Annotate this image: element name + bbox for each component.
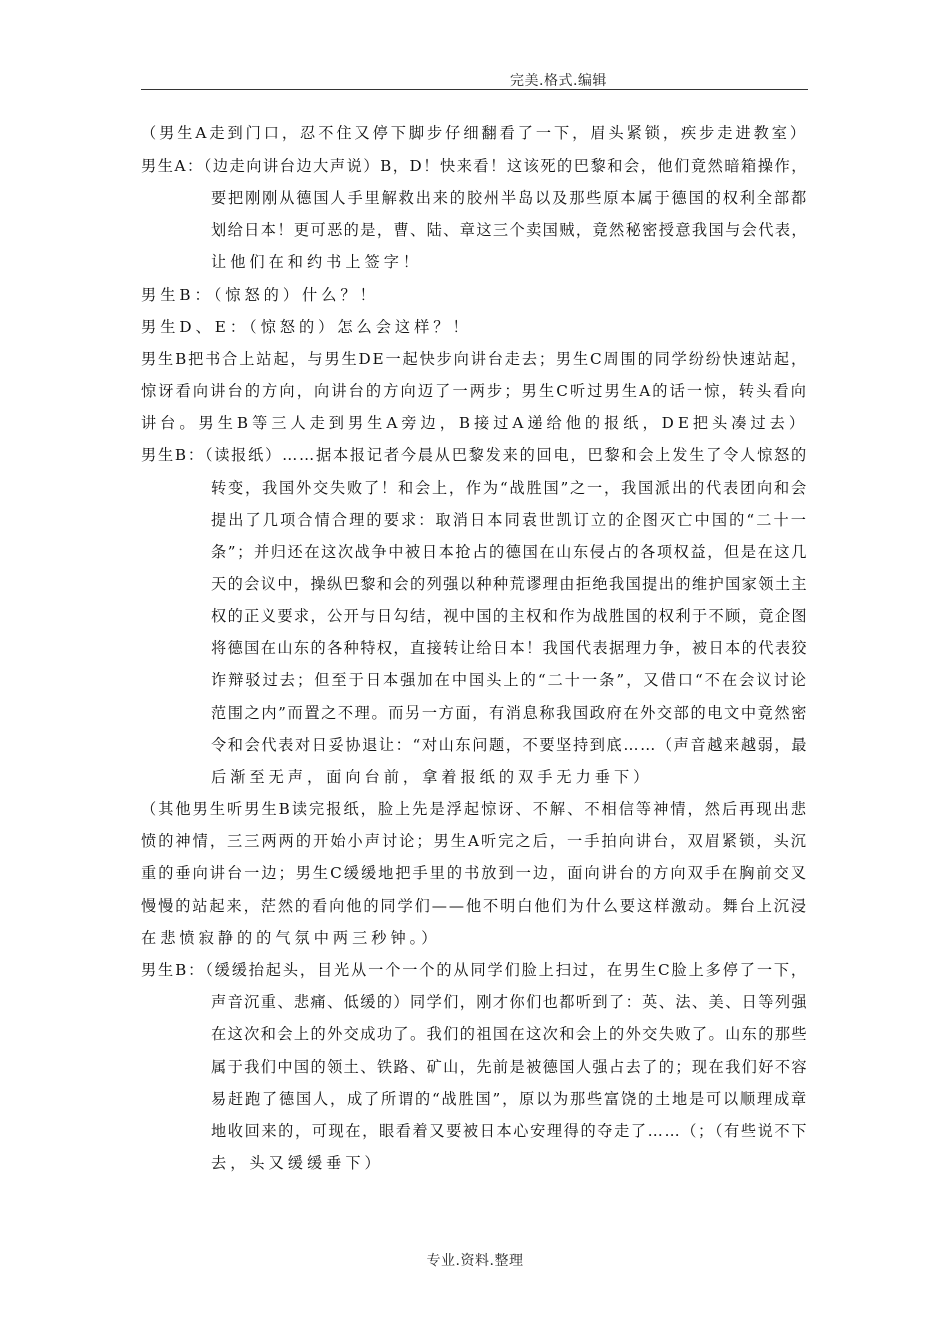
text-line: 权的正义要求，公开与日勾结，视中国的主权和作为战胜国的权利于不顾，竟企图	[211, 607, 809, 625]
page-footer: 专业.资料.整理	[426, 1253, 524, 1269]
text-line: 天的会议中，操纵巴黎和会的列强以种种荒谬理由拒绝我国提出的维护国家领土主	[211, 575, 809, 593]
text-line: 惊讶看向讲台的方向，向讲台的方向迈了一两步；男生C听过男生A的话一惊，转头看向	[141, 382, 809, 400]
text-line: 男生B把书合上站起，与男生DE一起快步向讲台走去；男生C周围的同学纷纷快速站起，	[141, 350, 808, 368]
text-line: 在这次和会上的外交成功了。我们的祖国在这次和会上的外交失败了。山东的那些	[211, 1025, 809, 1043]
text-line: 地收回来的，可现在，眼看着又要被日本心安理得的夺走了……（；（有些说不下	[211, 1122, 809, 1140]
text-line: 划给日本！更可恶的是，曹、陆、章这三个卖国贼，竟然秘密授意我国与会代表，	[211, 221, 809, 239]
text-line: 男生B：（惊怒的）什么？！	[141, 286, 379, 304]
text-line: 去，头又缓缓垂下）	[211, 1154, 384, 1172]
text-line: 让他们在和约书上签字！	[211, 253, 423, 271]
text-line: 提出了几项合情合理的要求：取消日本同袁世凯订立的企图灭亡中国的“二十一	[211, 511, 809, 529]
text-line: 讲台。男生B等三人走到男生A旁边，B接过A递给他的报纸，DE把头凑过去）	[141, 414, 809, 432]
text-line: （男生A走到门口，忍不住又停下脚步仔细翻看了一下，眉头紧锁，疾步走进教室）	[141, 124, 809, 142]
text-line: 令和会代表对日妥协退让：“对山东问题，不要坚持到底……（声音越来越弱，最	[211, 736, 808, 754]
text-line: 男生D、E：（惊怒的）怎么会这样？！	[141, 318, 472, 336]
text-line: 后渐至无声，面向台前，拿着报纸的双手无力垂下）	[211, 768, 653, 786]
text-line: 易赶跑了德国人，成了所谓的“战胜国”，原以为那些富饶的土地是可以顺理成章	[211, 1090, 808, 1108]
text-line: 范围之内”而置之不理。而另一方面，有消息称我国政府在外交部的电文中竟然密	[211, 704, 808, 722]
text-line: 慢慢的站起来，茫然的看向他的同学们——他不明白他们为什么要这样激动。舞台上沉浸	[141, 897, 808, 915]
text-line: 要把刚刚从德国人手里解救出来的胶州半岛以及那些原本属于德国的权利全部都	[211, 189, 809, 207]
text-line: 重的垂向讲台一边；男生C缓缓地把手里的书放到一边，面向讲台的方向双手在胸前交叉	[141, 864, 808, 882]
text-line: 男生B：（缓缓抬起头，目光从一个一个的从同学们脸上扫过，在男生C脸上多停了一下，	[141, 961, 808, 979]
text-line: 愤的神情，三三两两的开始小声讨论；男生A听完之后，一手拍向讲台，双眉紧锁，头沉	[141, 832, 808, 850]
text-line: （其他男生听男生B读完报纸，脸上先是浮起惊讶、不解、不相信等神情，然后再现出悲	[141, 800, 808, 818]
text-line: 在悲愤寂静的的气氛中两三秒钟。）	[141, 929, 441, 947]
header-text: 完美.格式.编辑	[510, 73, 607, 89]
text-line: 诈辩驳过去；但至于日本强加在中国头上的“二十一条”，又借口“不在会议讨论	[211, 671, 808, 689]
text-line: 男生A：（边走向讲台边大声说）B，D！快来看！这该死的巴黎和会，他们竟然暗箱操作，	[141, 157, 808, 175]
text-line: 转变，我国外交失败了！和会上，作为“战胜国”之一，我国派出的代表团向和会	[211, 479, 808, 497]
text-line: 声音沉重、悲痛、低缓的）同学们，刚才你们也都听到了：英、法、美、日等列强	[211, 993, 809, 1011]
text-line: 男生B：（读报纸）……据本报记者今晨从巴黎发来的回电，巴黎和会上发生了令人惊怒的	[141, 446, 808, 464]
text-line: 条”；并归还在这次战争中被日本抢占的德国在山东侵占的各项权益，但是在这几	[211, 543, 808, 561]
text-line: 将德国在山东的各种特权，直接转让给日本！我国代表据理力争，被日本的代表狡	[211, 639, 809, 657]
header-rule	[141, 89, 808, 90]
text-line: 属于我们中国的领土、铁路、矿山，先前是被德国人强占去了的；现在我们好不容	[211, 1058, 809, 1076]
